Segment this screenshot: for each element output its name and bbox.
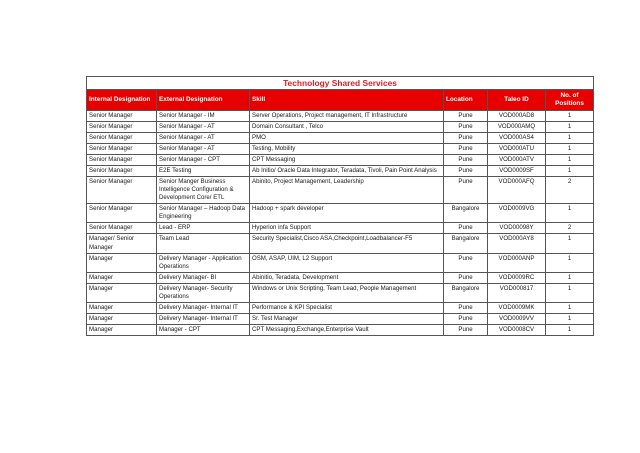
cell-location: Pune bbox=[444, 133, 488, 144]
cell-positions: 1 bbox=[546, 144, 594, 155]
cell-taleo-id: VOD000AD8 bbox=[488, 111, 546, 122]
cell-taleo-id: VOD0008CV bbox=[488, 324, 546, 335]
cell-internal-designation: Senior Manager bbox=[87, 177, 157, 204]
cell-location: Pune bbox=[444, 253, 488, 272]
cell-external-designation: Senior Manager - CPT bbox=[157, 155, 250, 166]
cell-location: Pune bbox=[444, 302, 488, 313]
cell-taleo-id: VOD000ATU bbox=[488, 144, 546, 155]
positions-sheet bbox=[86, 76, 593, 336]
cell-internal-designation: Senior Manager bbox=[87, 204, 157, 223]
cell-external-designation: Delivery Manager - Application Operations bbox=[157, 253, 250, 272]
cell-external-designation: Delivery Manager- Internal IT bbox=[157, 313, 250, 324]
cell-external-designation: Lead - ERP bbox=[157, 223, 250, 234]
col-header-positions: No. of Positions bbox=[546, 90, 594, 111]
cell-location: Pune bbox=[444, 144, 488, 155]
table-row bbox=[87, 302, 594, 313]
cell-internal-designation: Senior Manager bbox=[87, 155, 157, 166]
cell-taleo-id: VOD000AFQ bbox=[488, 177, 546, 204]
cell-positions: 1 bbox=[546, 111, 594, 122]
cell-skill: PMO bbox=[250, 133, 444, 144]
cell-location: Pune bbox=[444, 313, 488, 324]
table-row bbox=[87, 122, 594, 133]
table-row bbox=[87, 177, 594, 204]
col-header-external: External Designation bbox=[157, 90, 250, 111]
table-row bbox=[87, 166, 594, 177]
cell-skill: Abinitio, Teradata, Development bbox=[250, 272, 444, 283]
cell-external-designation: Senior Manger Business Intelligence Configuration & Development Core/ ETL bbox=[157, 177, 250, 204]
cell-skill: OSM, ASAP, UIM, L2 Support bbox=[250, 253, 444, 272]
cell-external-designation: Delivery Manager- Internal IT bbox=[157, 302, 250, 313]
cell-skill: Windows or Unix Scripting, Team Lead, People Management bbox=[250, 283, 444, 302]
cell-positions: 1 bbox=[546, 283, 594, 302]
cell-external-designation: Senior Manager - IM bbox=[157, 111, 250, 122]
cell-location: Bangalore bbox=[444, 234, 488, 253]
cell-internal-designation: Senior Manager bbox=[87, 223, 157, 234]
cell-taleo-id: VOD000AS4 bbox=[488, 133, 546, 144]
table-title: Technology Shared Services bbox=[87, 77, 594, 90]
col-header-skill: Skill bbox=[250, 90, 444, 111]
cell-positions: 2 bbox=[546, 177, 594, 204]
cell-skill: Hyperion infa Support bbox=[250, 223, 444, 234]
cell-positions: 1 bbox=[546, 253, 594, 272]
cell-external-designation: Senior Manager - AT bbox=[157, 122, 250, 133]
title-row bbox=[87, 77, 594, 90]
cell-skill: Domain Consultant , Telco bbox=[250, 122, 444, 133]
cell-skill: Performance & KPI Specialist bbox=[250, 302, 444, 313]
cell-taleo-id: VOD00098Y bbox=[488, 223, 546, 234]
cell-skill: Ab Initio/ Oracle Data Integrator, Teradata, Tivoli, Pain Point Analysis bbox=[250, 166, 444, 177]
cell-internal-designation: Senior Manager bbox=[87, 166, 157, 177]
cell-external-designation: Senior Manager - AT bbox=[157, 144, 250, 155]
cell-positions: 1 bbox=[546, 155, 594, 166]
table-row bbox=[87, 253, 594, 272]
cell-positions: 1 bbox=[546, 166, 594, 177]
table-row bbox=[87, 283, 594, 302]
cell-positions: 2 bbox=[546, 223, 594, 234]
cell-positions: 1 bbox=[546, 272, 594, 283]
cell-taleo-id: VOD000ATV bbox=[488, 155, 546, 166]
col-header-internal: Internal Designation bbox=[87, 90, 157, 111]
cell-taleo-id: VOD0009VG bbox=[488, 204, 546, 223]
cell-location: Bangalore bbox=[444, 283, 488, 302]
table-row bbox=[87, 133, 594, 144]
cell-external-designation: Senior Manager – Hadoop Data Engineering bbox=[157, 204, 250, 223]
cell-taleo-id: VOD0009SF bbox=[488, 166, 546, 177]
cell-taleo-id: VOD000ANP bbox=[488, 253, 546, 272]
cell-external-designation: Delivery Manager- Security Operations bbox=[157, 283, 250, 302]
cell-skill: Abinito, Project Management, Leadership bbox=[250, 177, 444, 204]
cell-location: Pune bbox=[444, 111, 488, 122]
cell-taleo-id: VOD000817 bbox=[488, 283, 546, 302]
cell-location: Bangalore bbox=[444, 204, 488, 223]
cell-location: Pune bbox=[444, 122, 488, 133]
table-row bbox=[87, 111, 594, 122]
cell-internal-designation: Manager bbox=[87, 302, 157, 313]
cell-skill: CPT Messaging,Exchange,Enterprise Vault bbox=[250, 324, 444, 335]
cell-skill: Server Operations, Project management, IT Infrastructure bbox=[250, 111, 444, 122]
header-row bbox=[87, 90, 594, 111]
cell-location: Pune bbox=[444, 272, 488, 283]
cell-internal-designation: Senior Manager bbox=[87, 144, 157, 155]
cell-internal-designation: Senior Manager bbox=[87, 111, 157, 122]
cell-taleo-id: VOD000AY8 bbox=[488, 234, 546, 253]
cell-positions: 1 bbox=[546, 302, 594, 313]
cell-skill: Hadoop + spark developer bbox=[250, 204, 444, 223]
cell-external-designation: Team Lead bbox=[157, 234, 250, 253]
cell-positions: 1 bbox=[546, 324, 594, 335]
cell-location: Pune bbox=[444, 166, 488, 177]
cell-positions: 1 bbox=[546, 234, 594, 253]
cell-internal-designation: Manager bbox=[87, 253, 157, 272]
cell-internal-designation: Senior Manager bbox=[87, 133, 157, 144]
cell-skill: CPT Messaging bbox=[250, 155, 444, 166]
col-header-taleo: Taleo ID bbox=[488, 90, 546, 111]
table-row bbox=[87, 313, 594, 324]
cell-location: Pune bbox=[444, 155, 488, 166]
table-row bbox=[87, 155, 594, 166]
cell-skill: Sr. Test Manager bbox=[250, 313, 444, 324]
cell-positions: 1 bbox=[546, 204, 594, 223]
cell-taleo-id: VOD0009MK bbox=[488, 302, 546, 313]
cell-location: Pune bbox=[444, 177, 488, 204]
cell-skill: Testing, Mobility bbox=[250, 144, 444, 155]
cell-internal-designation: Manager/ Senior Manager bbox=[87, 234, 157, 253]
cell-internal-designation: Manager bbox=[87, 283, 157, 302]
cell-external-designation: Delivery Manager- BI bbox=[157, 272, 250, 283]
cell-location: Pune bbox=[444, 324, 488, 335]
cell-internal-designation: Manager bbox=[87, 272, 157, 283]
cell-external-designation: Senior Manager - AT bbox=[157, 133, 250, 144]
cell-skill: Security Specialist,Cisco ASA,Checkpoint,Loadbalancer-F5 bbox=[250, 234, 444, 253]
cell-taleo-id: VOD000AMQ bbox=[488, 122, 546, 133]
col-header-location: Location bbox=[444, 90, 488, 111]
cell-taleo-id: VOD0009VV bbox=[488, 313, 546, 324]
cell-taleo-id: VOD0009RC bbox=[488, 272, 546, 283]
cell-external-designation: Manager - CPT bbox=[157, 324, 250, 335]
table-row bbox=[87, 234, 594, 253]
cell-external-designation: E2E Testing bbox=[157, 166, 250, 177]
cell-internal-designation: Manager bbox=[87, 324, 157, 335]
cell-positions: 1 bbox=[546, 122, 594, 133]
table-row bbox=[87, 144, 594, 155]
cell-positions: 1 bbox=[546, 313, 594, 324]
cell-internal-designation: Senior Manager bbox=[87, 122, 157, 133]
table-row bbox=[87, 204, 594, 223]
cell-positions: 1 bbox=[546, 133, 594, 144]
positions-table bbox=[86, 76, 594, 336]
table-row bbox=[87, 272, 594, 283]
cell-location: Pune bbox=[444, 223, 488, 234]
table-row bbox=[87, 223, 594, 234]
cell-internal-designation: Manager bbox=[87, 313, 157, 324]
table-row bbox=[87, 324, 594, 335]
